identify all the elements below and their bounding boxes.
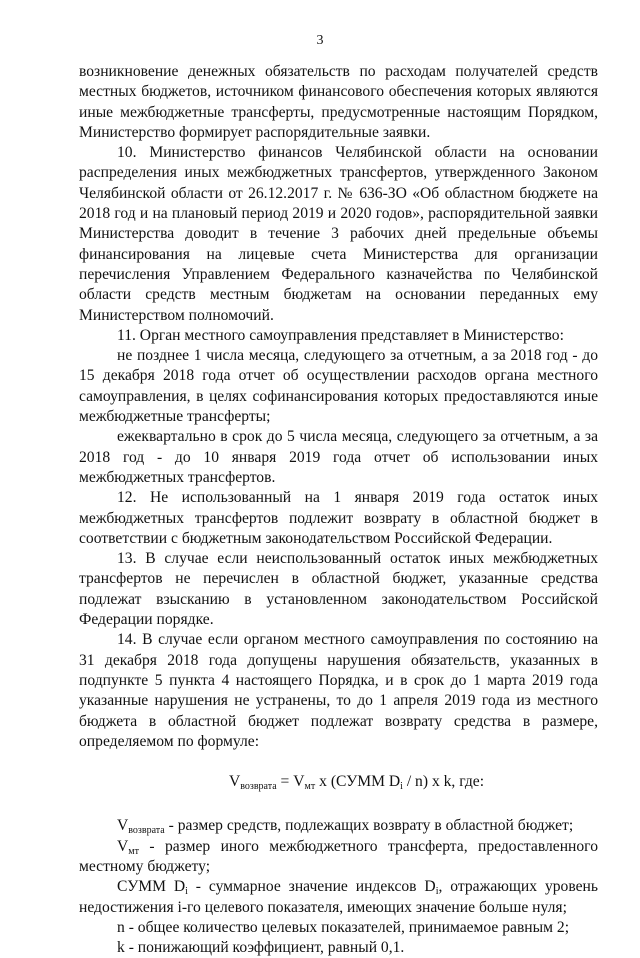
definition-n: n - общее количество целевых показателей, принимаемое равным 2; [117,918,570,936]
formula-di-subscript: i [400,781,403,793]
definition-v-return [79,816,598,836]
paragraph-10: 10. Министерство финансов Челябинской области на основании распределения иных межбюджетных трансфертов, утвержденного Законом Челябинской области от 26.12.2017 г. № 636-ЗО «Об областном бюджете на 2018 год и на плановый период 2019 и 2020 годов», распорядительной заявки Министерства доводит в течение 3 рабочих дней предельные объемы финансирования на лицевые счета Министерства для организации перечисления Управлением Федерального казначейства по Челябинской области средств местным бюджетам на основании переданных ему Министерством полномочий. [79,144,598,324]
formula-v-symbol: V [228,773,241,791]
definition-v-mt-symbol: V [117,837,129,855]
definition-v-return-subscript: возврата [128,825,165,837]
paragraph-14: 14. В случае если органом местного самоуправления по состоянию на 31 декабря 2018 года допущены нарушения обязательств, указанных в подпункте 5 пункта 4 настоящего Порядка, и в срок до 1 марта 2019 года указанные нарушения не устранены, то до 1 апреля 2019 года из местного бюджета в областной бюджет подлежат возврату средства в размере, определяемом по формуле: [79,631,598,750]
definition-sum-di-subscript-1: i [185,886,188,898]
formula-middle: x (СУММ D [315,773,401,791]
definition-v-mt-subscript: мт [128,845,139,857]
document-body [79,62,598,958]
formula-v-subscript: возврата [240,781,277,793]
formula-equals: = [276,773,294,791]
page-number: 3 [316,33,324,48]
paragraph-11: 11. Орган местного самоуправления представляет в Министерство: [117,326,564,344]
definition-v-return-text: - размер средств, подлежащих возврату в областной бюджет; [164,817,574,835]
definition-sum-di-c: , отражающих уровень недостижения i-го целевого показателя, имеющих значение больше нуля; [79,878,598,916]
definition-k: k - понижающий коэффициент, равный 0,1. [117,939,405,957]
formula-vmt-symbol: V [293,773,305,791]
definition-v-return-symbol: V [117,817,129,835]
paragraph-continuation: возникновение денежных обязательств по расходам получателей средств местных бюджетов, источником финансового обеспечения которых являются иные межбюджетные трансферты, предусмотренные настоящим Порядком, Министерство формирует распорядительные заявки. [79,63,598,141]
definition-sum-di-b: - суммарное значение индексов D [187,878,436,896]
paragraph-12: 12. Не использованный на 1 января 2019 года остаток иных межбюджетных трансфертов подлежит возврату в областной бюджет в соответствии с бюджетным законодательством Российской Федерации. [79,489,598,547]
formula-tail: / n) x k, где: [402,773,485,791]
definition-v-mt [79,837,598,878]
definition-sum-di-a: СУММ D [117,878,186,896]
paragraph-11-item-1: не позднее 1 числа месяца, следующего за отчетным, а за 2018 год - до 15 декабря 2018 года отчет об осуществлении расходов органа местного самоуправления, в целях софинансирования которых предоставляются иные межбюджетные трансферты; [79,347,598,426]
definition-sum-di [79,877,598,918]
paragraph-11-item-2: ежеквартально в срок до 5 числа месяца, следующего за отчетным, а за 2018 год - до 10 января 2019 года отчет об использовании иных межбюджетных трансфертов. [79,428,598,486]
return-formula [79,772,598,792]
definition-sum-di-subscript-2: i [435,886,439,898]
definition-v-mt-text: - размер иного межбюджетного трансферта, предоставленного местному бюджету; [79,837,598,875]
formula-vmt-subscript: мт [304,781,316,793]
paragraph-13: 13. В случае если неиспользованный остаток иных межбюджетных трансфертов не перечислен в областной бюджет, указанные средства подлежат взысканию в установленном законодательством Российской Федерации порядке. [79,550,598,629]
